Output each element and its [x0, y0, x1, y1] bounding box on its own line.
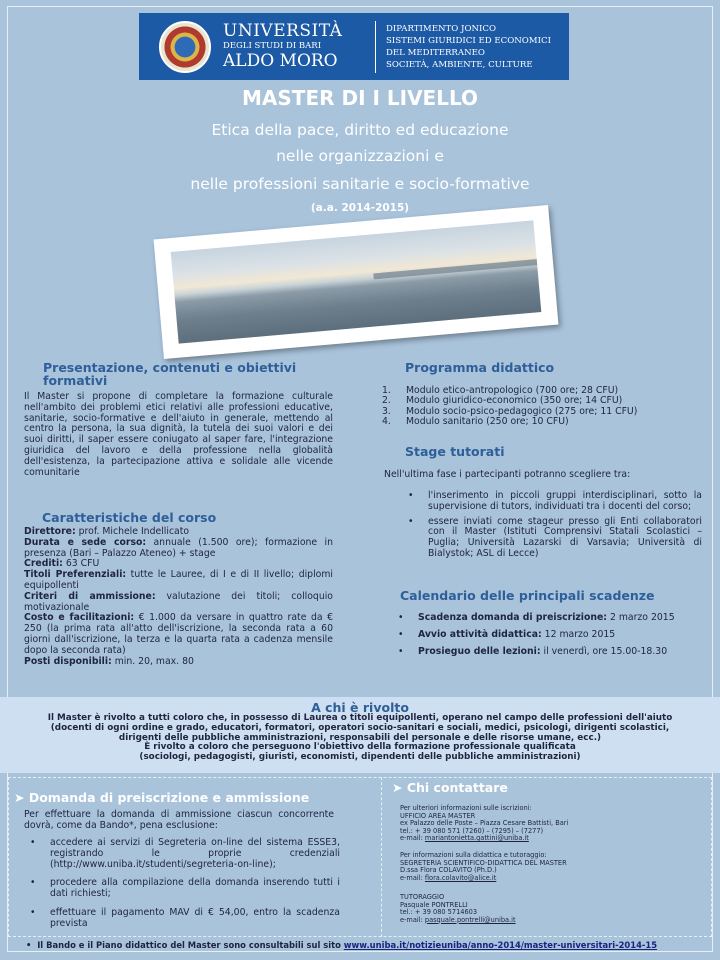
- university-header: [139, 13, 569, 80]
- email-link[interactable]: pasquale.pontrelli@uniba.it: [424, 915, 516, 924]
- item-number: 3.: [382, 405, 391, 417]
- programma-list: [382, 386, 702, 428]
- list-item: • essere inviati come stageur presso gli Enti collaboratori con il Master (Istituti Comprensivi Statali Scolastici – Puglia; Università Lazarski di Varsavia; Università di Bialystok; ASL di Lecce): [402, 517, 702, 560]
- contatti-title: Chi contattare: [406, 780, 508, 795]
- domanda-title: Domanda di preiscrizione e ammissione: [28, 790, 310, 805]
- uni-line-1: UNIVERSITÀ: [223, 21, 343, 42]
- list-item: [390, 629, 700, 640]
- domanda-list: [24, 838, 340, 934]
- contact-line: Per ulteriori informazioni sulle iscrizioni:: [400, 804, 532, 812]
- car-value: valutazione dei titoli; colloquio motivazionale: [24, 590, 333, 613]
- presentazione-title-line-1: Presentazione, contenuti e obiettivi: [43, 360, 297, 375]
- contact-email-row: [400, 917, 700, 925]
- seascape-image: [171, 220, 542, 343]
- list-item: • accedere ai servizi di Segreteria on-line del sistema ESSE3, registrando le proprie credenziali (http://www.uniba.it/studenti/segreteria-on-line);: [24, 838, 340, 870]
- cal-label: Scadenza domanda di preiscrizione:: [418, 612, 608, 623]
- car-item-durata: [24, 538, 333, 560]
- item-text: Modulo socio-psico-pedagogico (275 ore; 11 CFU): [406, 405, 638, 417]
- academic-year: (a.a. 2014-2015): [310, 202, 410, 214]
- rivolto-line: (sociologi, pedagogisti, giuristi, economisti, dipendenti delle pubbliche amministrazioni): [139, 752, 581, 763]
- rivolto-line: È rivolto a coloro che perseguono l'obiettivo della formazione professionale qualificata: [144, 742, 576, 753]
- car-label: Posti disponibili:: [24, 655, 112, 667]
- contact-line: UFFICIO AREA MASTER: [400, 811, 476, 820]
- email-link[interactable]: mariantonietta.gattini@uniba.it: [424, 834, 529, 843]
- car-label: Durata e sede corso:: [24, 536, 147, 548]
- master-title-line-2: nelle organizzazioni e: [276, 147, 444, 165]
- uni-line-3: ALDO MORO: [223, 50, 338, 71]
- car-value: annuale (1.500 ore); formazione in presenza (Bari – Palazzo Ateneo) + stage: [24, 536, 333, 559]
- presentazione-title-line-2: formativi: [43, 373, 108, 388]
- programma-title: Programma didattico: [405, 360, 555, 375]
- presentazione-text: Il Master si propone di completare la formazione culturale nell'ambito dei problemi etici relativi alle professioni educative, sanitarie, socio-formative e dell'aiuto in generale, mettendo al centro la persona, la sua dignità, la tutela dei suoi valori e dei suoi diritti, il saper essere coniugato al saper fare, l'integrazione giuridica del lavoro e della professione nella globalità dell'esistenza, la partecipazione attiva e solidale alle vicende comunitarie: [24, 391, 333, 478]
- contact-line: Per informazioni sulla didattica e tutoraggio:: [400, 851, 547, 859]
- contatti-heading: [392, 780, 508, 795]
- list-item: • procedere alla compilazione della domanda inserendo tutti i dati richiesti;: [24, 878, 340, 900]
- rivolto-line: Il Master è rivolto a tutti coloro che, in possesso di Laurea o titoli equipollenti, operano nel campo delle professioni dell'aiuto: [47, 713, 673, 723]
- email-label: e-mail:: [400, 915, 425, 924]
- item-text: Modulo giuridico-economico (350 ore; 14 CFU): [406, 395, 623, 407]
- bottom-divider: [381, 777, 382, 937]
- car-item-costo: [24, 613, 333, 656]
- contact-block-tutoring: [400, 894, 700, 924]
- footer-note: [26, 940, 716, 950]
- stage-list: [402, 491, 702, 564]
- dept-line: SISTEMI GIURIDICI ED ECONOMICI: [386, 35, 551, 46]
- master-title-line-1: Etica della pace, diritto ed educazione: [211, 121, 509, 139]
- email-link[interactable]: flora.colavito@alice.it: [424, 873, 497, 882]
- contact-line: Pasquale PONTRELLI: [400, 900, 468, 909]
- contact-line: tel.: + 39 080 571 (7260) – (7295) – (7277): [400, 826, 544, 835]
- university-seal-icon: [159, 21, 211, 73]
- item-text: Modulo sanitario (250 ore; 10 CFU): [406, 416, 569, 428]
- caratteristiche-title: Caratteristiche del corso: [42, 510, 217, 525]
- item-number: 4.: [382, 416, 391, 428]
- domanda-heading: [14, 790, 309, 805]
- rivolto-text: [6, 714, 714, 763]
- arrowhead-icon: ➤: [392, 780, 407, 795]
- car-value: tutte le Lauree, di I e di II livello; diplomi equipollenti: [24, 569, 333, 591]
- rivolto-line: dirigenti delle pubbliche amministrazioni, responsabili del personale e delle risorse umane, ecc.): [118, 732, 602, 743]
- email-label: e-mail:: [400, 834, 425, 843]
- master-level-title: MASTER DI I LIVELLO: [242, 86, 478, 110]
- rivolto-title: A chi è rivolto: [311, 700, 409, 715]
- contact-email-row: [400, 835, 700, 843]
- cal-label: Prosieguo delle lezioni:: [418, 646, 541, 657]
- uni-line-2: DEGLI STUDI DI BARI: [223, 41, 322, 52]
- contact-line: tel.: + 39 080 5714603: [400, 908, 478, 917]
- rivolto-line: (docenti di ogni ordine e grado, educatori, formatori, operatori socio-sanitari e sociali, medici, psicologi, dirigenti scolastici,: [50, 722, 670, 733]
- list-item: • l'inserimento in piccoli gruppi interdisciplinari, sotto la supervisione di tutors, individuati tra i docenti del corso;: [402, 491, 702, 513]
- list-item: [382, 417, 702, 427]
- arrowhead-icon: ➤: [14, 790, 29, 805]
- car-item-posti: [24, 657, 333, 668]
- caratteristiche-list: [24, 527, 333, 667]
- item-text: Modulo etico-antropologico (700 ore; 28 CFU): [406, 385, 619, 396]
- contact-line: SEGRETERIA SCIENTIFICO-DIDATTICA DEL MASTER: [400, 858, 567, 867]
- bullet-icon: •: [26, 940, 38, 950]
- contact-block-master-office: [400, 805, 700, 843]
- cal-value: 2 marzo 2015: [607, 612, 675, 623]
- footer-text: Il Bando e il Piano didattico del Master sono consultabili sul sito: [37, 940, 344, 950]
- department-name: [386, 23, 551, 71]
- domanda-intro: Per effettuare la domanda di ammissione ciascun concorrente dovrà, come da Bando*, pena esclusione:: [24, 809, 334, 831]
- car-label: Costo e facilitazioni:: [24, 612, 135, 624]
- car-label: Criteri di ammissione:: [24, 590, 156, 602]
- list-item: [390, 646, 700, 657]
- car-item-titoli: [24, 570, 333, 592]
- header-divider: [375, 21, 376, 73]
- contact-line: ex Palazzo delle Poste – Piazza Cesare Battisti, Bari: [400, 819, 569, 828]
- email-label: e-mail:: [400, 873, 425, 882]
- list-item: [390, 612, 700, 623]
- stage-intro: Nell'ultima fase i partecipanti potranno scegliere tra:: [384, 469, 631, 480]
- presentazione-title: [43, 361, 333, 387]
- cal-value: 12 marzo 2015: [541, 629, 616, 640]
- contact-block-secretariat: [400, 852, 700, 882]
- cal-label: Avvio attività didattica:: [418, 629, 542, 640]
- car-label: Crediti:: [24, 558, 63, 570]
- car-item-criteri: [24, 592, 333, 614]
- contact-line: D.ssa Flora COLAVITO (Ph.D.): [400, 866, 497, 875]
- dept-line: SOCIETÀ, AMBIENTE, CULTURE: [386, 59, 533, 70]
- contact-email-row: [400, 875, 700, 883]
- item-number: 1.: [382, 385, 391, 396]
- cal-value: il venerdì, ore 15.00-18.30: [540, 646, 668, 657]
- item-number: 2.: [382, 395, 391, 407]
- car-value: prof. Michele Indellicato: [75, 526, 190, 537]
- dept-line: DIPARTIMENTO JONICO: [386, 23, 497, 34]
- car-label: Direttore:: [24, 526, 76, 537]
- dept-line: DEL MEDITERRANEO: [386, 47, 485, 58]
- master-title-line-3: nelle professioni sanitarie e socio-formative: [190, 175, 530, 193]
- car-value: € 1.000 da versare in quattro rate da € 250 (la prima rata all'atto dell'iscrizione, la seconda rata a 60 giorni dall'iscrizione, la terza e la quarta rata a cadenza mensile dopo la seconda rata): [24, 612, 334, 656]
- footer-link[interactable]: www.uniba.it/notizieuniba/anno-2014/master-universitari-2014-15: [343, 940, 658, 950]
- calendario-list: [390, 612, 700, 663]
- stage-title: Stage tutorati: [405, 444, 505, 459]
- car-value: 63 CFU: [62, 558, 100, 570]
- calendario-title: Calendario delle principali scadenze: [400, 588, 655, 603]
- contact-line: TUTORAGGIO: [400, 893, 445, 901]
- university-name: [223, 23, 371, 70]
- list-item: • effettuare il pagamento MAV di € 54,00, entro la scadenza prevista: [24, 908, 340, 930]
- car-value: min. 20, max. 80: [111, 655, 194, 667]
- car-label: Titoli Preferenziali:: [24, 569, 127, 581]
